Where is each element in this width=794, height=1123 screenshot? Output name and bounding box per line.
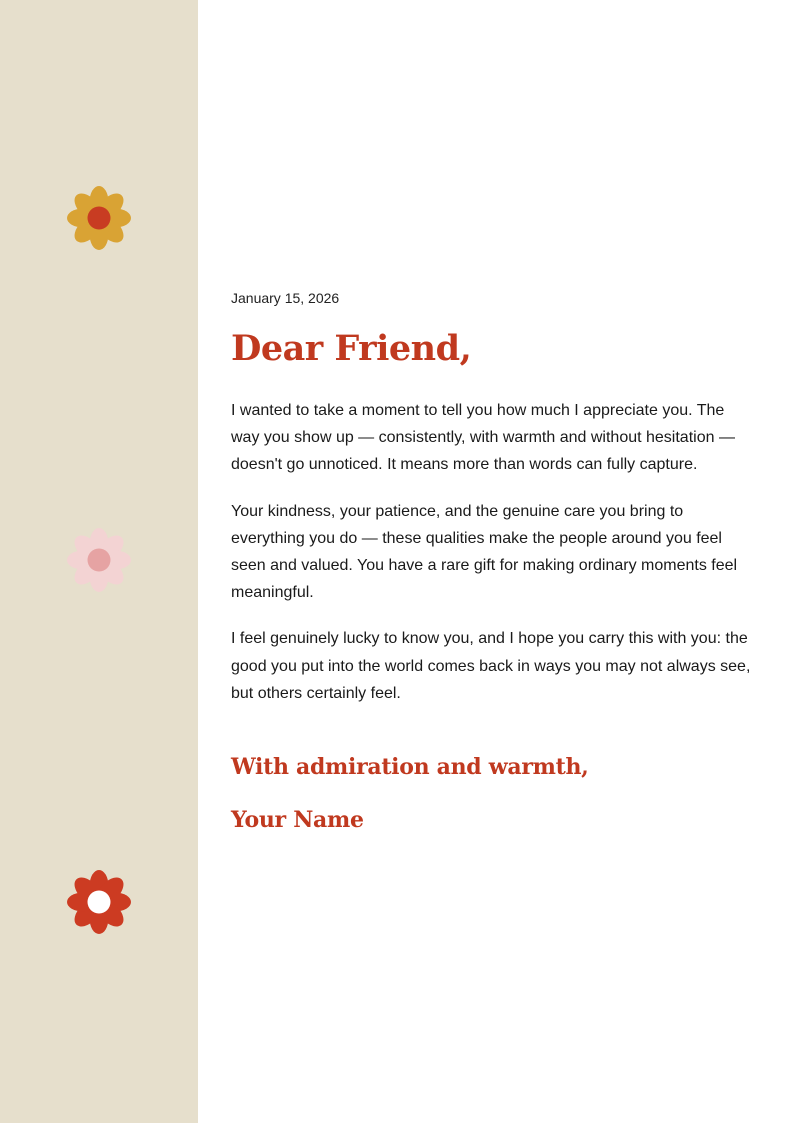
- flower-icon: [62, 865, 136, 939]
- letter-paragraph: I wanted to take a moment to tell you how much I appreciate you. The way you show up — consistently, with warmth and without hesitation — doesn't go unnoticed. It means more than words can fully capture.: [231, 402, 735, 474]
- decorative-sidebar: [0, 0, 198, 1123]
- flower-icon: [62, 523, 136, 597]
- letter-greeting: Dear Friend,: [231, 328, 472, 369]
- letter-paragraph: I feel genuinely lucky to know you, and I hope you carry this with you: the good you put into the world comes back in ways you may not always see, but others certainly feel.: [231, 630, 751, 702]
- flower-center: [88, 891, 111, 914]
- letter-signature: Your Name: [231, 807, 364, 834]
- letter-paragraph: Your kindness, your patience, and the genuine care you bring to everything you do — these qualities make the people around you feel seen and valued. You have a rare gift for making ordinary moments feel meaningful.: [231, 502, 738, 602]
- flower-icon: [62, 181, 136, 255]
- letter-date: January 15, 2026: [231, 290, 340, 306]
- letter-closing: With admiration and warmth,: [231, 754, 589, 781]
- letter-body: [231, 286, 751, 835]
- flower-center: [88, 549, 111, 572]
- flower-center: [88, 207, 111, 230]
